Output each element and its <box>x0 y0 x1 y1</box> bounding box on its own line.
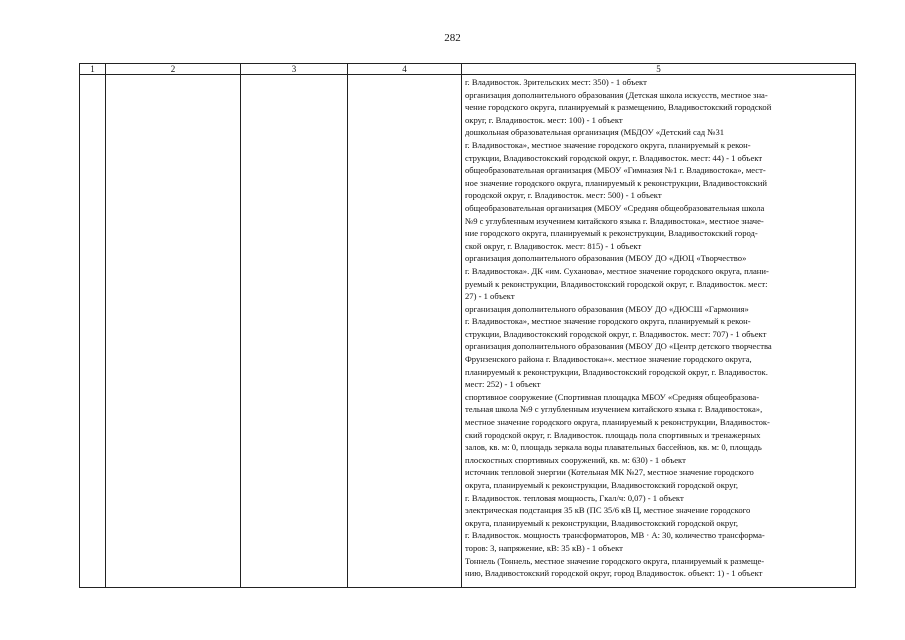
text-line: Фрунзенского района г. Владивостока»«. местное значение городского округа, <box>465 354 752 365</box>
document-table <box>79 63 856 588</box>
text-line: торов: 3, напряжение, кВ: 35 кВ) - 1 объект <box>465 542 623 553</box>
text-line: мест: 252) - 1 объект <box>465 379 541 390</box>
text-line: тельная школа №9 с углубленным изучением китайского языка г. Владивостока», <box>465 404 763 415</box>
text-line: залов, кв. м: 0, площадь зеркала воды плавательных бассейнов, кв. м: 0, площадь <box>465 442 762 453</box>
text-line: электрическая подстанция 35 кВ (ПС 35/6 кВ Ц, местное значение городского <box>465 505 751 516</box>
column-header-2: 2 <box>106 64 241 75</box>
text-line: ние городского округа, планируемый к реконструкции, Владивостокский город- <box>465 228 758 239</box>
text-line: организация дополнительного образования (МБОУ ДО «ДЮСШ «Гармония» <box>465 303 749 314</box>
column-header-3: 3 <box>241 64 348 75</box>
cell-column-1 <box>80 75 106 588</box>
text-line: г. Владивостока». ДК «им. Суханова», местное значение городского округа, плани- <box>465 265 769 276</box>
cell-column-2 <box>106 75 241 588</box>
text-line: г. Владивостока», местное значение городского округа, планируемый к рекон- <box>465 316 751 327</box>
column-header-5: 5 <box>462 64 856 75</box>
text-line: струкции, Владивостокский городской округ, г. Владивосток. мест: 44) - 1 объект <box>465 152 763 163</box>
text-line: г. Владивосток. мощность трансформаторов, МВ · А: 30, количество трансформа- <box>465 530 765 541</box>
text-line: общеобразовательная организация (МБОУ «Средняя общеобразовательная школа <box>465 202 765 213</box>
text-line: местное значение городского округа, планируемый к реконструкции, Владивосток- <box>465 417 770 428</box>
text-line: планируемый к реконструкции, Владивостокский городской округ, г. Владивосток. <box>465 366 768 377</box>
column-header-1: 1 <box>80 64 106 75</box>
text-line: плоскостных спортивных сооружений, кв. м: 630) - 1 объект <box>465 454 686 465</box>
table-row <box>80 75 856 588</box>
text-line: г. Владивосток. Зрительских мест: 350) - 1 объект <box>465 77 647 87</box>
text-line: руемый к реконструкции, Владивостокский городской округ, г. Владивосток. мест: <box>465 278 768 289</box>
text-line: организация дополнительного образования (МБОУ ДО «ДЮЦ «Творчество» <box>465 253 747 264</box>
text-line: Тоннель (Тоннель, местное значение городского округа, планируемый к размеще- <box>465 555 765 566</box>
text-line: общеобразовательная организация (МБОУ «Гимназия №1 г. Владивостока», мест- <box>465 165 766 176</box>
text-line: организация дополнительного образования (Детская школа искусств, местное зна- <box>465 89 768 100</box>
text-line: г. Владивосток. тепловая мощность, Гкал/ч: 0,07) - 1 объект <box>465 492 684 503</box>
text-line: ский городской округ, г. Владивосток. площадь пола спортивных и тренажерных <box>465 429 761 440</box>
text-line: струкции, Владивостокский городской округ, г. Владивосток. мест: 707) - 1 объект <box>465 328 767 339</box>
text-line: организация дополнительного образования (МБОУ ДО «Центр детского творчества <box>465 341 772 352</box>
text-line: округа, планируемый к реконструкции, Владивостокский городской округ, <box>465 517 739 528</box>
text-line: г. Владивостока», местное значение городского округа, планируемый к рекон- <box>465 139 751 150</box>
column-header-4: 4 <box>348 64 462 75</box>
text-line: чение городского округа, планируемый к размещению, Владивостокский городской <box>465 102 772 113</box>
cell-column-3 <box>241 75 348 588</box>
cell-column-5 <box>462 75 856 588</box>
text-line: дошкольная образовательная организация (МБДОУ «Детский сад №31 <box>465 127 725 138</box>
text-line: спортивное сооружение (Спортивная площадка МБОУ «Средняя общеобразова- <box>465 391 760 402</box>
cell-column-4 <box>348 75 462 588</box>
text-line: источник тепловой энергии (Котельная МК №27, местное значение городского <box>465 467 754 478</box>
text-line: 27) - 1 объект <box>465 291 515 302</box>
text-line: округ, г. Владивосток. мест: 100) - 1 объект <box>465 114 623 125</box>
text-line: округа, планируемый к реконструкции, Владивостокский городской округ, <box>465 480 739 490</box>
text-line: нию, Владивостокский городской округ, город Владивосток. объект: 1) - 1 объект <box>465 568 763 579</box>
text-line: №9 с углубленным изучением китайского языка г. Владивостока», местное значе- <box>465 215 764 226</box>
text-line: ное значение городского округа, планируемый к реконструкции, Владивостокский <box>465 177 767 188</box>
objects-list <box>462 75 855 580</box>
text-line: ской округ, г. Владивосток. мест: 815) - 1 объект <box>465 240 642 251</box>
text-line: городской округ, г. Владивосток. мест: 500) - 1 объект <box>465 190 662 201</box>
page-number: 282 <box>444 32 461 44</box>
header-row <box>80 64 856 75</box>
